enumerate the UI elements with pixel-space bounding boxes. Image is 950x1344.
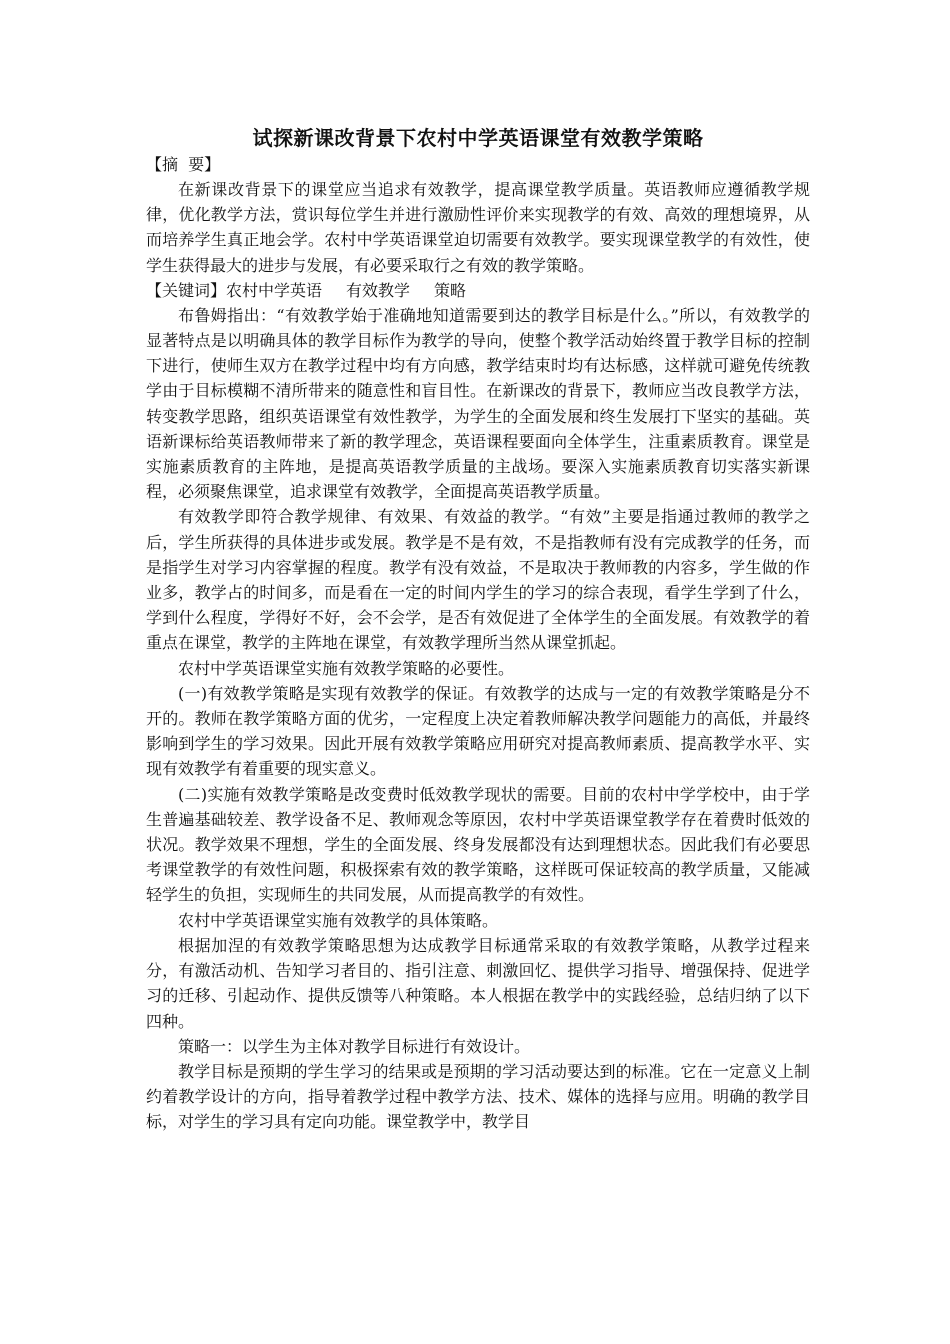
section-heading-strategies: 农村中学英语课堂实施有效教学的具体策略。 xyxy=(178,910,499,930)
keywords-line xyxy=(146,278,810,303)
document-title: 试探新课改背景下农村中学英语课堂有效教学策略 xyxy=(252,126,704,150)
body-paragraph-3: (一)有效教学策略是实现有效教学的保证。有效教学的达成与一定的有效教学策略是分不开的。教师在教学策略方面的优劣，一定程度上决定着教师解决教学问题能力的高低，并最终影响到学生的学习效果。因此开展有效教学策略应用研究对提高教师素质、提高教学水平、实现有效教学有着重要的现实意义。 xyxy=(146,683,810,779)
keyword-3: 策略 xyxy=(434,280,467,300)
keyword-1: 农村中学英语 xyxy=(226,280,323,300)
body-paragraph-2: 有效教学即符合教学规律、有效果、有效益的教学。“有效”主要是指通过教师的教学之后，学生所获得的具体进步或发展。教学是不是有效，不是指教师有没有完成教学的任务，而是指学生对学习内容掌握的程度。教学有没有效益，不是取决于教师教的内容多，学生做的作业多，教学占的时间多，而是看在一定的时间内学生的学习的综合表现，看学生学到了什么，学到什么程度，学得好不好，会不会学，是否有效促进了全体学生的全面发展。有效教学的着重点在课堂，教学的主阵地在课堂，有效教学理所当然从课堂抓起。 xyxy=(146,507,810,653)
body-paragraph-6: 教学目标是预期的学生学习的结果或是预期的学习活动要达到的标准。它在一定意义上制约着教学设计的方向，指导着教学过程中教学方法、技术、媒体的选择与应用。明确的教学目标，对学生的学习具有定向功能。课堂教学中，教学目 xyxy=(146,1061,810,1132)
body-paragraph-1: 布鲁姆指出：“有效教学始于准确地知道需要到达的教学目标是什么。”所以，有效教学的显著特点是以明确具体的教学目标作为教学的导向，使整个教学活动始终置于教学目标的控制下进行，使师生双方在教学过程中均有方向感，教学结束时均有达标感，这样就可避免传统教学由于目标模糊不清所带来的随意性和盲目性。在新课改的背景下，教师应当改良教学方法，转变教学思路，组织英语课堂有效性教学，为学生的全面发展和终生发展打下坚实的基础。英语新课标给英语教师带来了新的教学理念，英语课程要面向全体学生，注重素质教育。课堂是实施素质教育的主阵地，是提高英语教学质量的主战场。要深入实施素质教育切实落实新课程，必须聚焦课堂，追求课堂有效教学，全面提高英语教学质量。 xyxy=(146,305,810,502)
keyword-2: 有效教学 xyxy=(346,280,411,300)
abstract-label: 【摘 要】 xyxy=(146,155,221,174)
keywords-label: 【关键词】 xyxy=(146,280,227,300)
abstract-text: 在新课改背景下的课堂应当追求有效教学，提高课堂教学质量。英语教师应遵循教学规律，优化教学方法，赏识每位学生并进行激励性评价来实现教学的有效、高效的理想境界，从而培养学生真正地会学。农村中学英语课堂迫切需要有效教学。要实现课堂教学的有效性，使学生获得最大的进步与发展，有必要采取行之有效的教学策略。 xyxy=(146,180,810,275)
body-paragraph-5: 根据加涅的有效教学策略思想为达成教学目标通常采取的有效教学策略，从教学过程来分，有激活动机、告知学习者目的、指引注意、刺激回忆、提供学习指导、增强保持、促进学习的迁移、引起动作、提供反馈等八种策略。本人根据在教学中的实践经验，总结归纳了以下四种。 xyxy=(146,935,810,1031)
strategy-one-heading: 策略一：以学生为主体对教学目标进行有效设计。 xyxy=(178,1036,531,1056)
body-paragraph-4: (二)实施有效教学策略是改变费时低效教学现状的需要。目前的农村中学学校中，由于学生普遍基础较差、教学设备不足、教师观念等原因，农村中学英语课堂教学存在着费时低效的状况。教学效果不理想，学生的全面发展、终身发展都没有达到理想状态。因此我们有必要思考课堂教学的有效性问题，积极探索有效的教学策略，这样既可保证较高的教学质量，又能减轻学生的负担，实现师生的共同发展，从而提高教学的有效性。 xyxy=(146,784,810,905)
document-page xyxy=(146,124,810,1135)
section-heading-necessity: 农村中学英语课堂实施有效教学策略的必要性。 xyxy=(178,658,515,678)
